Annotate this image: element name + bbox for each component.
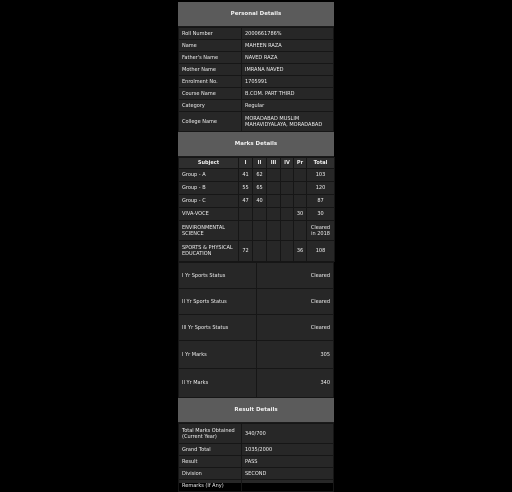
- course-name-label: Course Name: [179, 88, 242, 100]
- table-row: [179, 456, 334, 468]
- paper-2-mark: 40: [253, 195, 267, 208]
- practical-mark: 30: [294, 208, 307, 221]
- practical-mark: [294, 182, 307, 195]
- result-label: Result: [179, 456, 242, 468]
- division-value: SECOND: [242, 468, 334, 480]
- sports-status-2-label: II Yr Sports Status: [179, 289, 257, 315]
- table-row: [179, 76, 334, 88]
- total-mark: 30: [307, 208, 335, 221]
- paper-1-mark: [239, 221, 253, 241]
- personal-details-header: [178, 2, 334, 27]
- table-row: [179, 221, 335, 241]
- paper-4-mark: [281, 195, 294, 208]
- paper-4-mark: [281, 169, 294, 182]
- result-details-header: [178, 398, 334, 423]
- sports-status-2-value: Cleared: [256, 289, 334, 315]
- subject-name: SPORTS & PHYSICAL EDUCATION: [179, 241, 239, 262]
- paper-2-mark: [253, 241, 267, 262]
- category-label: Category: [179, 100, 242, 112]
- total-marks-label: Total Marks Obtained (Current Year): [179, 424, 242, 444]
- remarks-value: [242, 480, 334, 492]
- roll-number-label: Roll Number: [179, 28, 242, 40]
- father-name-label: Father's Name: [179, 52, 242, 64]
- result-details-title: Result Details: [234, 407, 278, 413]
- table-row: [179, 112, 334, 132]
- table-row: [179, 52, 334, 64]
- enrolment-value: 1705991: [242, 76, 334, 88]
- marks-header-row: [179, 158, 335, 169]
- paper-1-mark: 41: [239, 169, 253, 182]
- enrolment-label: Enrolment No.: [179, 76, 242, 88]
- paper-2-mark: 62: [253, 169, 267, 182]
- paper-2-mark: 65: [253, 182, 267, 195]
- status-table: [178, 262, 334, 398]
- paper-1-mark: 47: [239, 195, 253, 208]
- paper-3-mark: [267, 169, 281, 182]
- table-row: [179, 369, 334, 398]
- year-1-marks-value: 305: [256, 341, 334, 369]
- table-row: [179, 241, 335, 262]
- paper-3-mark: [267, 221, 281, 241]
- paper-4-mark: [281, 221, 294, 241]
- table-row: [179, 208, 335, 221]
- paper-4-mark: [281, 241, 294, 262]
- subject-name: ENVIRONMENTAL SCIENCE: [179, 221, 239, 241]
- marks-details-title: Marks Details: [234, 141, 278, 147]
- subject-name: Group - A: [179, 169, 239, 182]
- table-row: [179, 315, 334, 341]
- total-mark: 120: [307, 182, 335, 195]
- college-name-label: College Name: [179, 112, 242, 132]
- practical-mark: [294, 195, 307, 208]
- paper-3-mark: [267, 241, 281, 262]
- personal-details-title: Personal Details: [230, 11, 282, 17]
- paper-2-header: II: [253, 158, 267, 169]
- table-row: [179, 341, 334, 369]
- mother-name-label: Mother Name: [179, 64, 242, 76]
- name-label: Name: [179, 40, 242, 52]
- subject-name: VIVA-VOCE: [179, 208, 239, 221]
- marks-details-header: [178, 132, 334, 157]
- name-value: MAHEEN RAZA: [242, 40, 334, 52]
- table-row: [179, 182, 335, 195]
- practical-mark: [294, 221, 307, 241]
- total-mark: 108: [307, 241, 335, 262]
- table-row: [179, 195, 335, 208]
- total-mark: 103: [307, 169, 335, 182]
- result-details-table: [178, 423, 334, 492]
- paper-1-mark: 55: [239, 182, 253, 195]
- paper-2-mark: [253, 208, 267, 221]
- roll-number-value: 2000661786%: [242, 28, 334, 40]
- year-2-marks-value: 340: [256, 369, 334, 398]
- total-marks-value: 340/700: [242, 424, 334, 444]
- year-2-marks-label: II Yr Marks: [179, 369, 257, 398]
- paper-3-mark: [267, 195, 281, 208]
- practical-header: Pr: [294, 158, 307, 169]
- division-label: Division: [179, 468, 242, 480]
- college-name-value: MORADABAD MUSLIM MAHAVIDYALAYA, MORADABAD: [242, 112, 334, 132]
- total-mark: 87: [307, 195, 335, 208]
- table-row: [179, 289, 334, 315]
- practical-mark: 36: [294, 241, 307, 262]
- table-row: [179, 480, 334, 492]
- paper-2-mark: [253, 221, 267, 241]
- paper-1-mark: [239, 208, 253, 221]
- table-row: [179, 263, 334, 289]
- total-header: Total: [307, 158, 335, 169]
- personal-details-table: [178, 27, 334, 132]
- table-row: [179, 468, 334, 480]
- grand-total-label: Grand Total: [179, 444, 242, 456]
- table-row: [179, 40, 334, 52]
- table-row: [179, 64, 334, 76]
- result-value: PASS: [242, 456, 334, 468]
- sports-status-1-value: Cleared: [256, 263, 334, 289]
- result-card: [178, 2, 334, 489]
- paper-1-header: I: [239, 158, 253, 169]
- grand-total-value: 1035/2000: [242, 444, 334, 456]
- paper-4-mark: [281, 208, 294, 221]
- paper-3-mark: [267, 182, 281, 195]
- table-row: [179, 100, 334, 112]
- paper-4-header: IV: [281, 158, 294, 169]
- paper-3-header: III: [267, 158, 281, 169]
- sports-status-3-value: Cleared: [256, 315, 334, 341]
- paper-4-mark: [281, 182, 294, 195]
- table-row: [179, 88, 334, 100]
- subject-name: Group - B: [179, 182, 239, 195]
- subject-name: Group - C: [179, 195, 239, 208]
- remarks-label: Remarks (If Any): [179, 480, 242, 492]
- mother-name-value: IMRANA NAVED: [242, 64, 334, 76]
- table-row: [179, 28, 334, 40]
- table-row: [179, 424, 334, 444]
- paper-1-mark: 72: [239, 241, 253, 262]
- marks-table: [178, 157, 335, 262]
- year-1-marks-label: I Yr Marks: [179, 341, 257, 369]
- total-mark: Cleared in 2018: [307, 221, 335, 241]
- father-name-value: NAVED RAZA: [242, 52, 334, 64]
- category-value: Regular: [242, 100, 334, 112]
- paper-3-mark: [267, 208, 281, 221]
- subject-header: Subject: [179, 158, 239, 169]
- table-row: [179, 444, 334, 456]
- table-row: [179, 169, 335, 182]
- sports-status-1-label: I Yr Sports Status: [179, 263, 257, 289]
- practical-mark: [294, 169, 307, 182]
- course-name-value: B.COM. PART THIRD: [242, 88, 334, 100]
- sports-status-3-label: III Yr Sports Status: [179, 315, 257, 341]
